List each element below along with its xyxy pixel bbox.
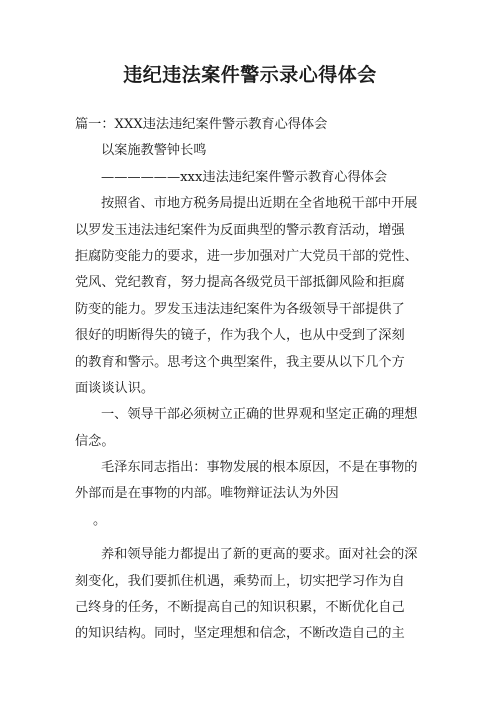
paragraph-line: 以罗发玉违法违纪案件为反面典型的警示教育活动，增强 [75,222,405,238]
section-heading: 篇一：XXX违法违纪案件警示教育心得体会 [75,117,328,132]
paragraph-line: 己终身的任务，不断提高自己的知识积累，不断优化自己 [75,600,405,616]
paragraph-line: 。 [93,512,107,528]
document-body [75,112,429,648]
paragraph-line: 拒腐防变能力的要求，进一步加强对广大党员干部的党性、 [75,248,418,264]
paragraph-line: 党风、党纪教育，努力提高各级党员干部抵御风险和拒腐 [75,275,405,291]
paragraph-line: 很好的明断得失的镜子，作为我个人，也从中受到了深刻 [75,328,405,344]
paragraph-line: 养和领导能力都提出了新的更高的要求。面对社会的深 [101,547,418,563]
document-title: 违纪违法案件警示录心得体会 [123,64,377,86]
paragraph-gap [75,534,429,542]
paragraph-line: 防变的能力。罗发玉违法违纪案件为各级领导干部提供了 [75,301,405,317]
paragraph-line: 的知识结构。同时，坚定理想和信念，不断改造自己的主 [75,626,405,642]
subtitle-line: ——————xxx违法违纪案件警示教育心得体会 [101,169,388,185]
paragraph-line: 的教育和警示。思考这个典型案件，我主要从以下几个方 [75,354,405,370]
paragraph-line: 按照省、市地方税务局提出近期在全省地税干部中开展 [101,196,418,212]
paragraph-line: 一、领导干部必须树立正确的世界观和坚定正确的理想 [101,407,418,423]
paragraph-line: 面谈谈认识。 [75,380,155,396]
subtitle-line: 以案施教警钟长鸣 [101,143,207,159]
paragraph-line: 刻变化，我们要抓住机遇，乘势而上，切实把学习作为自 [75,573,405,589]
paragraph-line: 毛泽东同志指出：事物发展的根本原因，不是在事物的 [101,460,418,476]
paragraph-line: 信念。 [75,433,115,449]
paragraph-line: 外部而是在事物的内部。唯物辩证法认为外因 [75,486,339,502]
